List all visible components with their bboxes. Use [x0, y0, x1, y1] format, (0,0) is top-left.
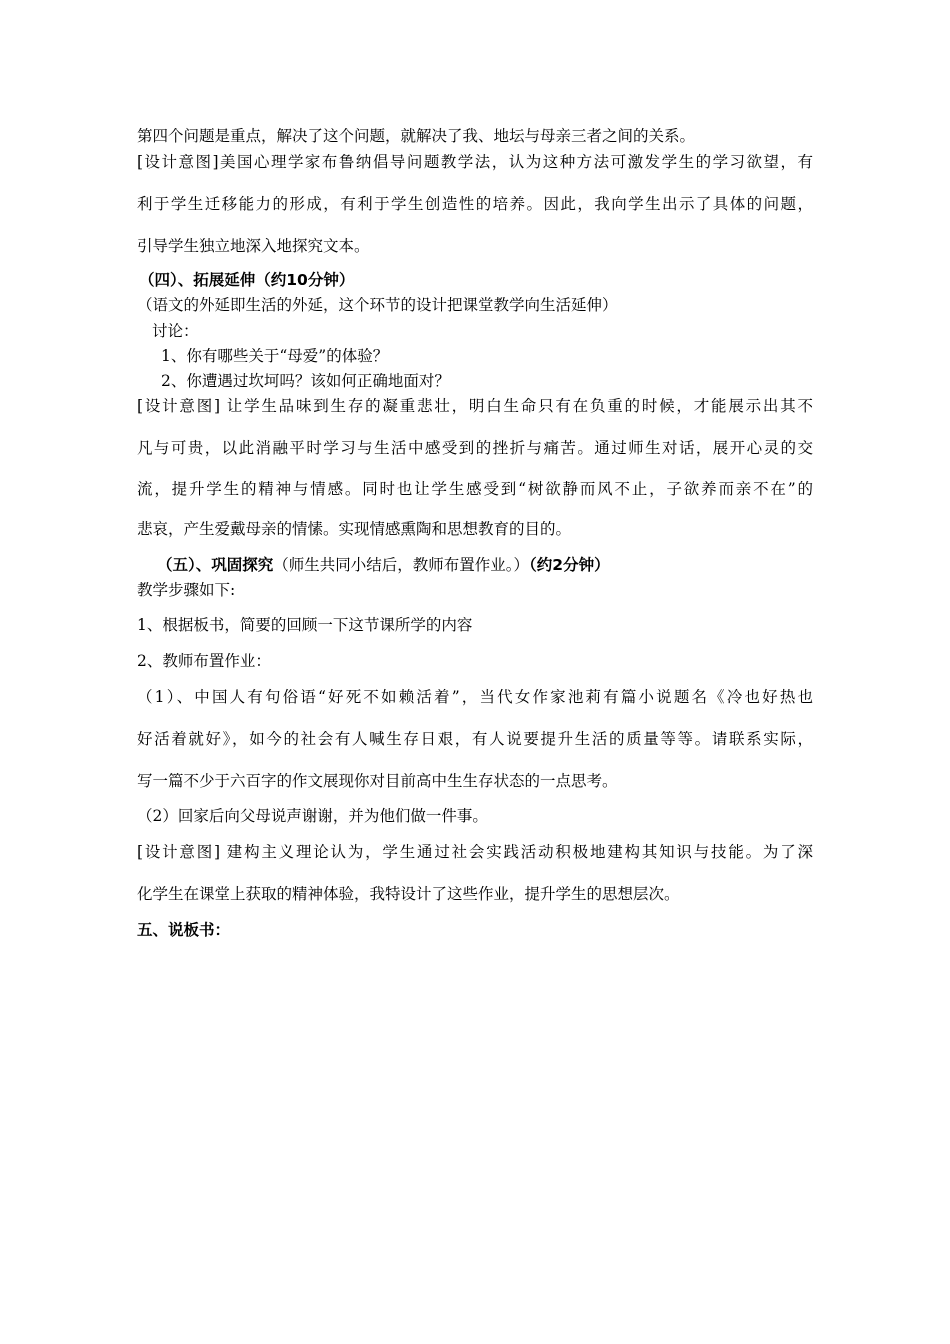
paragraph-line: 第四个问题是重点，解决了这个问题，就解决了我、地坛与母亲三者之间的关系。 — [137, 127, 696, 145]
paragraph-line: [设计意图]美国心理学家布鲁纳倡导问题教学法，认为这种方法可激发学生的学习欲望，有 — [137, 153, 813, 171]
paragraph-line: 写一篇不少于六百字的作文展现你对目前高中生生存状态的一点思考。 — [137, 772, 618, 790]
heading-5-note: （师生共同小结后，教师布置作业。） — [273, 556, 530, 574]
section-heading-4: （四）、拓展延伸（约10分钟） — [139, 271, 355, 289]
paragraph-line: 凡与可贵，以此消融平时学习与生活中感受到的挫折与痛苦。通过师生对话，展开心灵的交 — [137, 439, 813, 457]
paragraph-line: 流，提升学生的精神与情感。同时也让学生感受到“树欲静而风不止，子欲养而亲不在”的 — [137, 480, 813, 498]
heading-5-duration: （约2分钟） — [529, 556, 610, 574]
paragraph-line: 利于学生迁移能力的形成，有利于学生创造性的培养。因此，我向学生出示了具体的问题， — [137, 195, 813, 213]
section-heading-board: 五、说板书： — [137, 921, 231, 939]
paragraph-line: 化学生在课堂上获取的精神体验，我特设计了这些作业，提升学生的思想层次。 — [137, 885, 680, 903]
paragraph-line: （1）、中国人有句俗语“好死不如赖活着”，当代女作家池莉有篇小说题名《冷也好热也 — [137, 688, 813, 706]
list-item: 1、你有哪些关于“母爱”的体验？ — [161, 347, 389, 365]
paragraph-line: 引导学生独立地深入地探究文本。 — [137, 237, 370, 255]
heading-5-title: （五）、巩固探究 — [157, 556, 274, 574]
paragraph-line: （语文的外延即生活的外延，这个环节的设计把课堂教学向生活延伸） — [137, 296, 618, 314]
paragraph-line: 讨论： — [152, 322, 199, 340]
list-item: 2、你遭遇过坎坷吗？该如何正确地面对？ — [161, 372, 450, 390]
list-item: 1、根据板书，简要的回顾一下这节课所学的内容 — [137, 616, 473, 634]
paragraph-line: 悲哀，产生爱戴母亲的情愫。实现情感熏陶和思想教育的目的。 — [137, 520, 572, 538]
paragraph-line: 教学步骤如下: — [137, 581, 236, 599]
section-heading-5 — [157, 555, 610, 575]
paragraph-line: [设计意图] 建构主义理论认为，学生通过社会实践活动积极地建构其知识与技能。为了深 — [137, 843, 813, 861]
list-item: 2、教师布置作业： — [137, 652, 271, 670]
paragraph-line: （2）回家后向父母说声谢谢，并为他们做一件事。 — [137, 807, 488, 825]
paragraph-line: [设计意图] 让学生品味到生存的凝重悲壮，明白生命只有在负重的时候，才能展示出其不 — [137, 397, 813, 415]
paragraph-line: 好活着就好》，如今的社会有人喊生存日艰，有人说要提升生活的质量等等。请联系实际， — [137, 730, 813, 748]
